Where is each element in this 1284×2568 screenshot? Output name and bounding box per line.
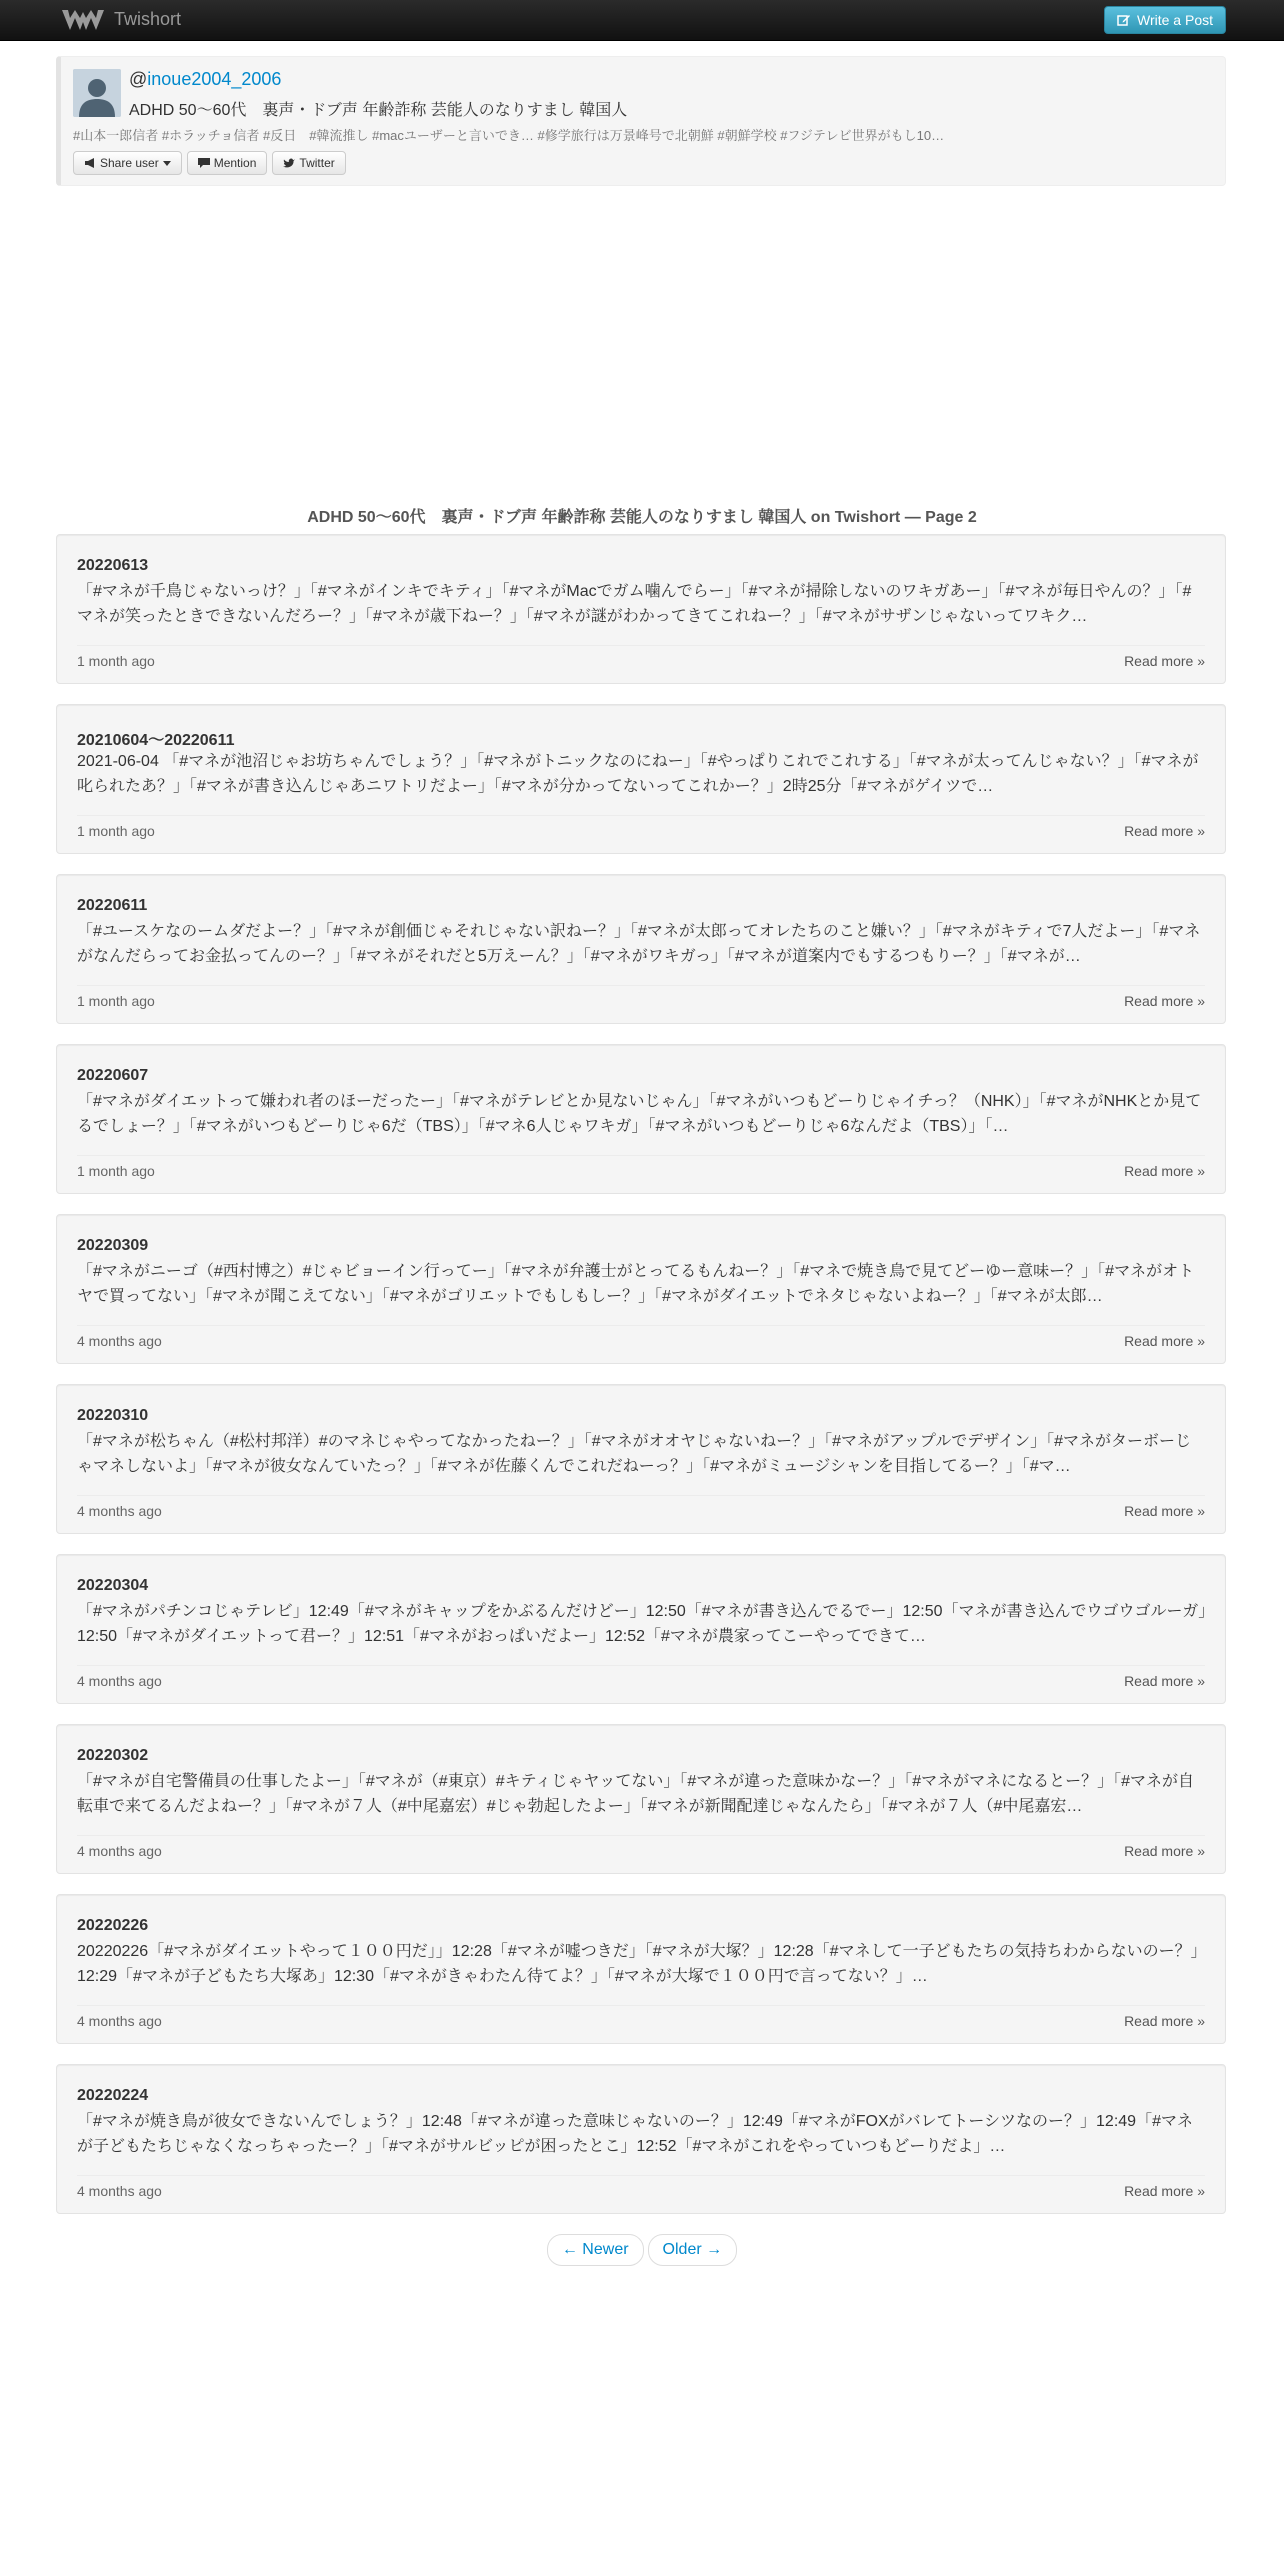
post-time: 1 month ago [77, 823, 155, 839]
post-title[interactable]: 20220607 [77, 1067, 149, 1084]
read-more-link[interactable]: Read more » [1124, 2013, 1205, 2029]
post-time: 4 months ago [77, 2013, 162, 2029]
top-navbar [0, 0, 1284, 41]
post-time: 1 month ago [77, 993, 155, 1009]
post-body: 「#マネがダイエットって嫌われ者のほーだったー」「#マネがテレビとか見ないじゃん」「#マネがいつもどーりじゃイチっ？（NHK）」「#マネがNHKとか見てるでしょー？」「#マネがいつもどーりじゃ6だ（TBS）」「#マネ6人じゃワキガ」「#マネがいつもどーりじゃ6なんだよ（TBS）」「… [77, 1093, 1202, 1135]
post-card [56, 1554, 1226, 1704]
pager [0, 2234, 1284, 2266]
post-divider [77, 815, 1205, 816]
comment-icon [198, 158, 210, 168]
post-title[interactable]: 20220310 [77, 1407, 149, 1424]
post-card [56, 534, 1226, 684]
post-time: 4 months ago [77, 2183, 162, 2199]
mention-button[interactable] [187, 151, 268, 175]
user-description: ADHD 50～60代 裏声・ドブ声 年齢詐称 芸能人のなりすまし 韓国人 [129, 102, 628, 119]
twishort-logo-icon[interactable] [60, 8, 106, 32]
post-card [56, 1044, 1226, 1194]
post-divider [77, 2005, 1205, 2006]
post-title[interactable]: 20210604～20220611 [77, 732, 235, 749]
caret-down-icon [163, 161, 171, 166]
post-title[interactable]: 20220613 [77, 557, 149, 574]
post-divider [77, 1665, 1205, 1666]
profile-actions [73, 151, 346, 175]
share-user-label: Share user [100, 156, 159, 170]
post-card [56, 1384, 1226, 1534]
read-more-link[interactable]: Read more » [1124, 2183, 1205, 2199]
post-divider [77, 1325, 1205, 1326]
post-time: 4 months ago [77, 1503, 162, 1519]
post-divider [77, 1495, 1205, 1496]
user-handle[interactable] [129, 69, 281, 90]
post-divider [77, 645, 1205, 646]
edit-icon [1117, 13, 1131, 27]
read-more-link[interactable]: Read more » [1124, 1673, 1205, 1689]
post-card [56, 1724, 1226, 1874]
post-time: 1 month ago [77, 1163, 155, 1179]
page-title: ADHD 50～60代 裏声・ドブ声 年齢詐称 芸能人のなりすまし 韓国人 on Twishort — Page 2 [307, 509, 977, 526]
post-title[interactable]: 20220224 [77, 2087, 149, 2104]
post-body: 2021-06-04 「#マネが池沼じゃお坊ちゃんでしょう？」「#マネがトニックなのにねー」「#やっぱりこれでこれする」「#マネが太ってんじゃない？」「#マネが叱られたあ？」「#マネが書き込んじゃあニワトリだよー」「#マネが分かってないってこれかー？」2時25分「#マネがゲイツで… [77, 753, 1199, 795]
post-divider [77, 1835, 1205, 1836]
read-more-link[interactable]: Read more » [1124, 1843, 1205, 1859]
post-time: 4 months ago [77, 1673, 162, 1689]
bullhorn-icon [84, 158, 96, 168]
post-time: 4 months ago [77, 1333, 162, 1349]
post-body: 「#マネがパチンコじゃテレビ」12:49「#マネがキャップをかぶるんだけどー」12:50「#マネが書き込んでるでー」12:50「マネが書き込んでウゴウゴルーガ」12:50「#マネがダイエットって君ー？」12:51「#マネがおっぱいだよー」12:52「#マネが農家ってこーやってできて… [77, 1603, 1207, 1645]
twitter-button[interactable] [272, 151, 345, 175]
post-title[interactable]: 20220302 [77, 1747, 149, 1764]
newer-page-button[interactable]: ← Newer [547, 2234, 644, 2266]
post-body: 「#マネが千鳥じゃないっけ？」「#マネがインキでキティ」「#マネがMacでガム噛んでらー」「#マネが掃除しないのワキガあー」「#マネが毎日やんの？」「#マネが笑ったときできないんだろー？」「#マネが歳下ねー？」「#マネが謎がわかってきてこれねー？」「#マネがサザンじゃないってワキク… [77, 583, 1192, 625]
read-more-link[interactable]: Read more » [1124, 1163, 1205, 1179]
post-title[interactable]: 20220611 [77, 897, 148, 914]
read-more-link[interactable]: Read more » [1124, 823, 1205, 839]
brand-name[interactable]: Twishort [114, 9, 182, 29]
post-card [56, 704, 1226, 854]
avatar[interactable] [73, 69, 121, 117]
post-card [56, 874, 1226, 1024]
twitter-bird-icon [283, 158, 295, 168]
user-profile-card [56, 56, 1226, 186]
read-more-link[interactable]: Read more » [1124, 1503, 1205, 1519]
post-title[interactable]: 20220309 [77, 1237, 149, 1254]
write-post-label: Write a Post [1137, 12, 1213, 28]
at-sign: @ [129, 69, 148, 89]
default-user-icon [73, 69, 121, 117]
read-more-link[interactable]: Read more » [1124, 653, 1205, 669]
twitter-label: Twitter [299, 156, 335, 170]
post-divider [77, 2175, 1205, 2176]
post-divider [77, 1155, 1205, 1156]
post-body: 20220226「#マネがダイエットやって１００円だ」」12:28「#マネが嘘つきだ」「#マネが大塚？」12:28「#マネして一子どもたちの気持ちわからないのー？」12:29「#マネが子どもたち大塚あ」12:30「#マネがきゃわたん待てよ？」「#マネが大塚で１００円で言ってない？」… [77, 1943, 1207, 1985]
post-body: 「#マネが焼き鳥が彼女できないんでしょう？」12:48「#マネが違った意味じゃないのー？」12:49「#マネがFOXがバレてトーシツなのー？」12:49「#マネが子どもたちじゃなくなっちゃったー？」「#マネがサルビッピが困ったとこ」12:52「#マネがこれをやっていつもどーりだよ」… [77, 2113, 1193, 2155]
post-card [56, 2064, 1226, 2214]
post-body: 「#マネが松ちゃん（#松村邦洋）#のマネじゃやってなかったねー？」「#マネがオオヤじゃないねー？」「#マネがアップルでデザイン」「#マネがターボーじゃマネしないよ」「#マネが彼女なんていたっ？」「#マネが佐藤くんでこれだねーっ？」「#マネがミュージシャンを目指してるー？」「#マ… [77, 1433, 1192, 1475]
post-time: 4 months ago [77, 1843, 162, 1859]
post-divider [77, 985, 1205, 986]
post-time: 1 month ago [77, 653, 155, 669]
post-card [56, 1894, 1226, 2044]
read-more-link[interactable]: Read more » [1124, 1333, 1205, 1349]
write-post-button[interactable] [1104, 6, 1226, 34]
post-title[interactable]: 20220304 [77, 1577, 149, 1594]
post-body: 「#マネがニーゴ（#西村博之）#じゃビョーイン行ってー」「#マネが弁護士がとってるもんねー？」「#マネで焼き鳥で見てどーゆー意味ー？」「#マネがオトヤで買ってない」「#マネが聞こえてない」「#マネがゴリエットでもしもしー？」「#マネがダイエットでネタじゃないよねー？」「#マネが太郎… [77, 1263, 1195, 1305]
user-handle-text: inoue2004_2006 [147, 69, 282, 89]
read-more-link[interactable]: Read more » [1124, 993, 1205, 1009]
post-title[interactable]: 20220226 [77, 1917, 149, 1934]
post-card [56, 1214, 1226, 1364]
post-body: 「#マネが自宅警備員の仕事したよー」「#マネが（#東京）#キティじゃヤッてない」「#マネが違った意味かなー？」「#マネがマネになるとー？」「#マネが自転車で来てるんだよねー？」「#マネが７人（#中尾嘉宏）#じゃ勃起したよー」「#マネが新聞配達じゃなんたら」「#マネが７人（#中尾嘉宏… [77, 1773, 1195, 1815]
post-body: 「#ユースケなのームダだよー？」「#マネが創価じゃそれじゃない訳ねー？」「#マネが太郎ってオレたちのこと嫌い？」「#マネがキティで7人だよー」「#マネがなんだらってお金払ってんのー？」「#マネがそれだと5万えーん？」「#マネがワキガっ」「#マネが道案内でもするつもりー？」「#マネが… [77, 923, 1201, 965]
older-page-button[interactable]: Older → [648, 2234, 738, 2266]
user-tags: #山本一郎信者 #ホラッチョ信者 #反日 #韓流推し #macユーザーと言いでき… #修学旅行は万景峰号で北朝鮮 #朝鮮学校 #フジテレビ世界がもし10… [73, 128, 945, 143]
mention-label: Mention [213, 156, 257, 170]
share-user-button[interactable] [73, 151, 182, 175]
